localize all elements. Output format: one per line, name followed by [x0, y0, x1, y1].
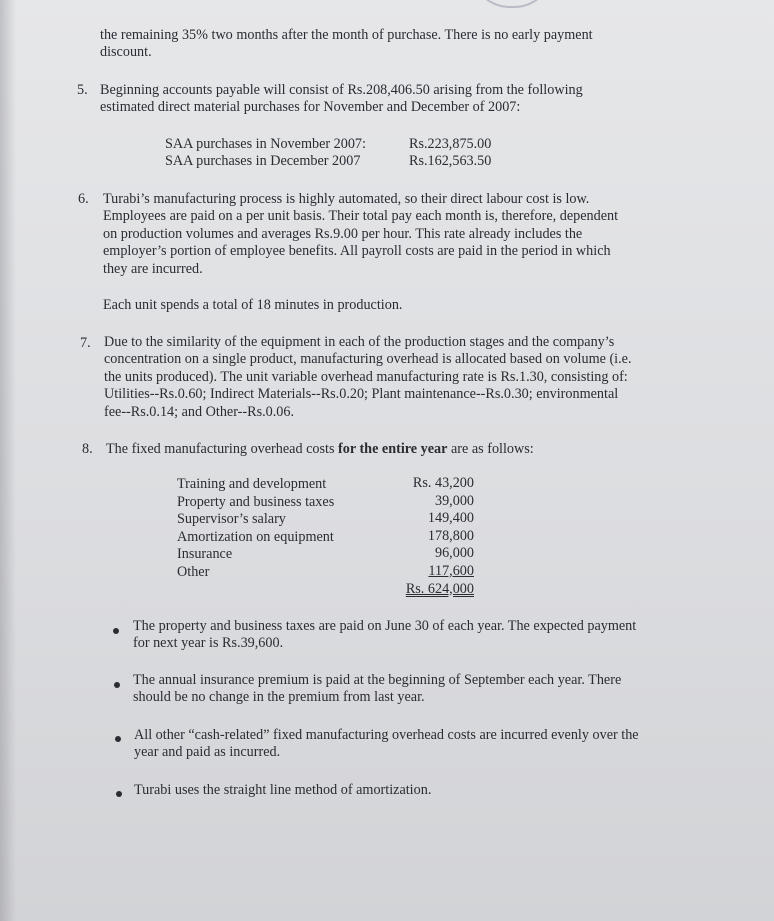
item-5-number: 5. [77, 82, 88, 98]
overhead-label: Supervisor’s salary [177, 511, 286, 528]
overhead-label: Other [177, 563, 210, 580]
item-6-line-1: Turabi’s manufacturing process is highly automated, so their direct labour cost is low. [103, 191, 590, 207]
intro-line-2: discount. [100, 44, 152, 61]
item-7-paragraph [104, 334, 632, 421]
item-7-line-5: fee--Rs.0.14; and Other--Rs.0.06. [104, 403, 295, 420]
bullet-4 [134, 782, 431, 799]
overhead-label: Amortization on equipment [177, 528, 334, 545]
item-6-paragraph [103, 191, 618, 278]
overhead-label: Training and development [177, 476, 327, 492]
overhead-amount: 39,000 [434, 492, 474, 509]
bullet-3 [134, 727, 639, 762]
overhead-label: Property and business taxes [177, 493, 335, 510]
bullet-1-line-1: The property and business taxes are paid on June 30 of each year. The expected payment [133, 618, 637, 634]
item-5-paragraph [100, 82, 583, 117]
overhead-amount: 117,600 [428, 562, 474, 579]
page-shadow [0, 0, 16, 921]
purchase-row [165, 136, 491, 153]
bullet-3-line-1: All other “cash-related” fixed manufacturing overhead costs are incurred evenly over the [134, 727, 639, 743]
item-5-line-2: estimated direct material purchases for November and December of 2007: [100, 99, 521, 116]
purchase-label: SAA purchases in November 2007: [165, 136, 366, 152]
bullet-3-line-2: year and paid as incurred. [134, 744, 281, 761]
item-8-text-after: are as follows: [447, 441, 534, 457]
scan-mark [470, 0, 554, 8]
item-7-line-4: Utilities--Rs.0.60; Indirect Materials--Rs.0.20; Plant maintenance--Rs.0.30; environmental [104, 386, 619, 403]
overhead-amount: 149,400 [427, 510, 474, 527]
item-6-line-5: they are incurred. [103, 260, 203, 277]
bullet-2 [133, 672, 621, 707]
bullet-dot [116, 791, 122, 797]
purchases-table [165, 136, 491, 171]
overhead-label: Insurance [177, 546, 233, 563]
item-6-line-3: on production volumes and averages Rs.9.00 per hour. This rate already includes the [103, 225, 583, 242]
overhead-amount: 178,800 [427, 527, 474, 544]
bullet-2-line-2: should be no change in the premium from last year. [133, 689, 425, 706]
item-6-number: 6. [78, 191, 89, 207]
item-6-line-4: employer’s portion of employee benefits. All payroll costs are paid in the period in which [103, 243, 611, 260]
overhead-labels [177, 476, 334, 582]
overhead-total: Rs. 624,000 [405, 580, 474, 597]
purchase-label: SAA purchases in December 2007 [165, 153, 361, 170]
item-8-text-before: The fixed manufacturing overhead costs [106, 441, 339, 457]
item-8-heading [106, 441, 534, 458]
item-6-note: Each unit spends a total of 18 minutes in production. [103, 297, 403, 313]
item-7-line-2: concentration on a single product, manufacturing overhead is allocated based on volume (i.e. [104, 351, 632, 368]
bullet-4-line-1: Turabi uses the straight line method of amortization. [134, 782, 432, 798]
item-6-line-2: Employees are paid on a per unit basis. Their total pay each month is, therefore, dependent [103, 208, 619, 225]
purchase-amount: Rs.223,875.00 [409, 136, 492, 152]
intro-line-1: the remaining 35% two months after the month of purchase. There is no early payment [100, 27, 593, 43]
item-5-line-1: Beginning accounts payable will consist of Rs.208,406.50 arising from the following [100, 82, 583, 98]
bullet-dot [113, 628, 119, 634]
item-8-number: 8. [82, 441, 93, 457]
bullet-2-line-1: The annual insurance premium is paid at the beginning of September each year. There [133, 672, 622, 688]
overhead-amounts [380, 475, 474, 598]
item-7-line-1: Due to the similarity of the equipment in each of the production stages and the company’s [104, 334, 615, 350]
item-7-line-3: the units produced). The unit variable overhead manufacturing rate is Rs.1.30, consisting of: [104, 368, 628, 385]
bullet-dot [115, 736, 121, 742]
bullet-1-line-2: for next year is Rs.39,600. [133, 635, 284, 652]
bullet-1 [133, 618, 636, 653]
intro-paragraph [100, 27, 593, 62]
item-8-text-bold: for the entire year [338, 441, 448, 457]
bullet-dot [114, 682, 120, 688]
item-7-number: 7. [80, 335, 91, 351]
purchase-row [165, 153, 491, 170]
overhead-amount: Rs. 43,200 [412, 475, 474, 491]
purchase-amount: Rs.162,563.50 [409, 153, 492, 170]
overhead-amount: 96,000 [434, 545, 474, 562]
